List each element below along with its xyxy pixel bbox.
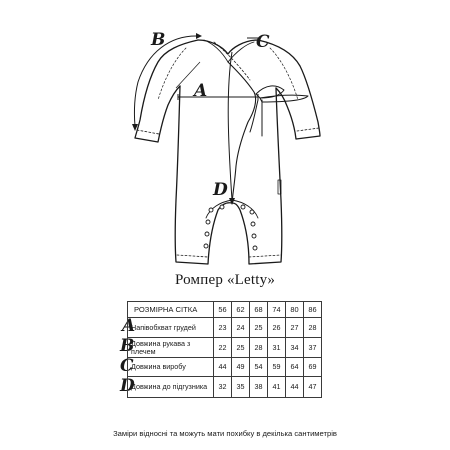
table-cell: 44 [214, 358, 232, 377]
table-cell: 27 [286, 318, 304, 338]
size-header: 86 [304, 302, 322, 318]
table-cell: 38 [250, 377, 268, 398]
table-row [128, 338, 322, 358]
row-label: Довжина до підгузника [128, 377, 214, 398]
left-sleeve [135, 40, 198, 142]
table-cell: 28 [304, 318, 322, 338]
size-chart-header: РОЗМІРНА СІТКА [128, 302, 214, 318]
table-marker-b: B [120, 336, 135, 356]
neckline [198, 40, 258, 54]
table-cell: 35 [232, 377, 250, 398]
table-marker-d: D [120, 376, 135, 396]
table-cell: 32 [214, 377, 232, 398]
measurement-footnote: Заміри відносні та можуть мати похибку в декілька сантиметрів [113, 429, 337, 438]
table-row [128, 377, 322, 398]
table-cell: 26 [268, 318, 286, 338]
right-sleeve [258, 40, 320, 139]
table-cell: 25 [232, 338, 250, 358]
table-cell: 25 [250, 318, 268, 338]
row-label: Напівобхват грудей [128, 318, 214, 338]
table-cell: 22 [214, 338, 232, 358]
table-cell: 59 [268, 358, 286, 377]
table-header-row [128, 302, 322, 318]
row-label: Довжина виробу [128, 358, 214, 377]
table-row [128, 358, 322, 377]
marker-b: B [151, 30, 166, 50]
table-cell: 44 [286, 377, 304, 398]
size-header: 68 [250, 302, 268, 318]
table-cell: 31 [268, 338, 286, 358]
table-cell: 41 [268, 377, 286, 398]
size-header: 80 [286, 302, 304, 318]
table-cell: 64 [286, 358, 304, 377]
table-cell: 37 [304, 338, 322, 358]
table-cell: 47 [304, 377, 322, 398]
size-header: 56 [214, 302, 232, 318]
table-row [128, 318, 322, 338]
table-cell: 24 [232, 318, 250, 338]
size-chart-table [127, 301, 322, 398]
body-left-outline [175, 86, 232, 264]
measure-d-line [228, 52, 232, 200]
marker-a: A [194, 81, 208, 101]
size-header: 62 [232, 302, 250, 318]
row-label: Довжина рукава з плечем [128, 338, 214, 358]
size-header: 74 [268, 302, 286, 318]
marker-c: C [256, 32, 270, 52]
table-cell: 23 [214, 318, 232, 338]
table-cell: 34 [286, 338, 304, 358]
marker-d: D [213, 180, 228, 200]
table-cell: 69 [304, 358, 322, 377]
table-marker-a: A [122, 316, 136, 336]
body-right-outline [232, 88, 282, 264]
table-cell: 49 [232, 358, 250, 377]
table-cell: 54 [250, 358, 268, 377]
wrap-edge [228, 62, 256, 203]
product-title: Ромпер «Letty» [174, 272, 276, 288]
table-marker-c: C [120, 356, 134, 376]
table-cell: 28 [250, 338, 268, 358]
